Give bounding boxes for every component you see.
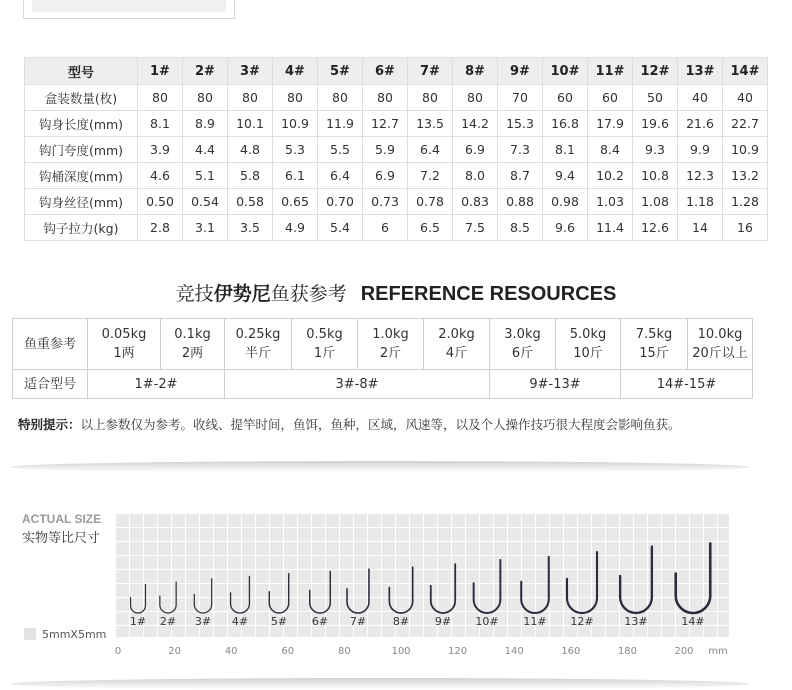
spec-cell: 80	[273, 85, 318, 111]
spec-row-label: 钩桶深度(mm)	[25, 163, 138, 189]
spec-cell: 10.2	[588, 163, 633, 189]
spec-column-header: 9#	[498, 58, 543, 85]
spec-cell: 40	[678, 85, 723, 111]
spec-cell: 5.1	[183, 163, 228, 189]
spec-cell: 80	[408, 85, 453, 111]
spec-cell: 1.18	[678, 189, 723, 215]
spec-row-label: 钩身丝径(mm)	[25, 189, 138, 215]
spec-cell: 9.3	[633, 137, 678, 163]
spec-cell: 7.2	[408, 163, 453, 189]
reference-title-brand: 伊势尼	[213, 283, 271, 305]
spec-column-header: 1#	[138, 58, 183, 85]
spec-cell: 80	[318, 85, 363, 111]
spec-cell: 15.3	[498, 111, 543, 137]
spec-row-label: 钩子拉力(kg)	[25, 215, 138, 241]
tip-label: 特别提示：	[18, 417, 81, 432]
spec-cell: 21.6	[678, 111, 723, 137]
weight-kg: 3.0kg	[504, 327, 541, 342]
spec-cell: 0.70	[318, 189, 363, 215]
hook-size-label: 14#	[681, 615, 705, 628]
weight-jin: 10斤	[573, 346, 603, 361]
weight-label: 鱼重参考	[13, 319, 88, 370]
weight-kg: 0.25kg	[235, 327, 281, 342]
weight-jin: 1斤	[313, 346, 336, 361]
reference-title-en: REFERENCE RESOURCES	[360, 283, 617, 305]
weight-jin: 4斤	[445, 346, 468, 361]
hook-size-label: 8#	[392, 615, 410, 628]
axis-tick-label: 200	[674, 646, 694, 657]
spec-cell: 6.9	[453, 137, 498, 163]
weight-kg: 0.05kg	[101, 327, 147, 342]
weight-kg: 1.0kg	[372, 327, 409, 342]
spec-cell: 80	[183, 85, 228, 111]
spec-cell: 3.5	[228, 215, 273, 241]
axis-tick-label: 60	[281, 646, 295, 657]
axis-tick-label: 160	[561, 646, 581, 657]
spec-cell: 13.2	[723, 163, 768, 189]
model-label: 适合型号	[13, 370, 88, 399]
spec-cell: 0.83	[453, 189, 498, 215]
axis-tick-label: 100	[391, 646, 411, 657]
spec-cell: 5.5	[318, 137, 363, 163]
hook-icon	[160, 582, 176, 613]
weight-jin: 2两	[181, 346, 204, 361]
spec-cell: 12.3	[678, 163, 723, 189]
spec-cell: 16.8	[543, 111, 588, 137]
spec-cell: 9.4	[543, 163, 588, 189]
spec-cell: 12.7	[363, 111, 408, 137]
hook-size-label: 9#	[434, 615, 452, 628]
actual-size-title-en: ACTUAL SIZE	[22, 512, 102, 526]
spec-cell: 0.98	[543, 189, 588, 215]
spec-column-header: 5#	[318, 58, 363, 85]
model-cell: 3#-8#	[225, 370, 490, 399]
spec-column-header: 12#	[633, 58, 678, 85]
hook-size-label: 11#	[523, 615, 547, 628]
reference-title-suffix: 鱼获参考	[270, 283, 347, 305]
spec-cell: 8.7	[498, 163, 543, 189]
axis-tick-label: 120	[448, 646, 468, 657]
spec-row-label: 钩身长度(mm)	[25, 111, 138, 137]
spec-cell: 11.4	[588, 215, 633, 241]
spec-column-header: 13#	[678, 58, 723, 85]
spec-cell: 11.9	[318, 111, 363, 137]
hook-size-label: 13#	[624, 615, 648, 628]
spec-cell: 8.1	[138, 111, 183, 137]
spec-cell: 19.6	[633, 111, 678, 137]
spec-cell: 10.1	[228, 111, 273, 137]
spec-cell: 5.9	[363, 137, 408, 163]
axis-tick-label: 80	[338, 646, 351, 657]
weight-kg: 10.0kg	[697, 327, 743, 342]
hook-size-label: 5#	[270, 615, 288, 628]
weight-jin: 20斤以上	[692, 346, 748, 361]
spec-cell: 3.9	[138, 137, 183, 163]
hook-size-label: 6#	[311, 615, 329, 628]
spec-cell: 22.7	[723, 111, 768, 137]
spec-cell: 80	[228, 85, 273, 111]
hook-size-label: 12#	[570, 615, 594, 628]
hook-icon	[269, 574, 288, 613]
spec-cell: 0.58	[228, 189, 273, 215]
weight-jin: 2斤	[379, 346, 402, 361]
spec-cell: 10.8	[633, 163, 678, 189]
axis-tick-label: 40	[224, 646, 238, 657]
spec-cell: 0.54	[183, 189, 228, 215]
spec-cell: 4.4	[183, 137, 228, 163]
weight-jin: 15斤	[639, 346, 669, 361]
spec-cell: 4.6	[138, 163, 183, 189]
weight-kg: 0.5kg	[306, 327, 343, 342]
spec-header-label: 型号	[25, 58, 138, 85]
hook-icon	[194, 579, 211, 613]
hook-icon	[310, 571, 331, 613]
spec-cell: 10.9	[273, 111, 318, 137]
spec-cell: 6.1	[273, 163, 318, 189]
spec-cell: 7.5	[453, 215, 498, 241]
spec-cell: 0.65	[273, 189, 318, 215]
spec-column-header: 6#	[363, 58, 408, 85]
spec-cell: 1.03	[588, 189, 633, 215]
hook-icon	[567, 552, 597, 613]
spec-cell: 8.9	[183, 111, 228, 137]
spec-column-header: 14#	[723, 58, 768, 85]
spec-cell: 0.88	[498, 189, 543, 215]
hook-icon	[231, 576, 250, 613]
spec-cell: 6.5	[408, 215, 453, 241]
model-cell: 1#-2#	[88, 370, 225, 399]
hook-icon	[431, 564, 455, 613]
spec-cell: 2.8	[138, 215, 183, 241]
spec-cell: 0.50	[138, 189, 183, 215]
spec-cell: 17.9	[588, 111, 633, 137]
spec-cell: 16	[723, 215, 768, 241]
spec-cell: 60	[543, 85, 588, 111]
spec-row-label: 盒装数量(枚)	[25, 85, 138, 111]
spec-cell: 80	[453, 85, 498, 111]
spec-cell: 10.9	[723, 137, 768, 163]
spec-cell: 60	[588, 85, 633, 111]
spec-cell: 6.9	[363, 163, 408, 189]
hook-size-label: 4#	[231, 615, 249, 628]
spec-cell: 9.9	[678, 137, 723, 163]
spec-cell: 3.1	[183, 215, 228, 241]
weight-jin: 半斤	[244, 346, 271, 361]
model-cell: 9#-13#	[490, 370, 621, 399]
hook-size-label: 1#	[129, 615, 147, 628]
hook-icon	[521, 557, 549, 613]
spec-cell: 14.2	[453, 111, 498, 137]
spec-cell: 6	[363, 215, 408, 241]
hook-size-label: 3#	[194, 615, 212, 628]
spec-column-header: 10#	[543, 58, 588, 85]
spec-cell: 8.1	[543, 137, 588, 163]
hook-icon	[347, 569, 369, 613]
reference-title-prefix: 竞技	[175, 283, 214, 305]
divider-shadow-bottom	[10, 678, 750, 690]
legend-text: 5mmX5mm	[42, 628, 107, 641]
tip-text: 以上参数仅为参考。收线、提竿时间，鱼饵，鱼种，区域，风速等，以及个人操作技巧很大程度会影响鱼获。	[80, 417, 681, 432]
spec-cell: 5.3	[273, 137, 318, 163]
spec-cell: 6.4	[408, 137, 453, 163]
weight-kg: 0.1kg	[174, 327, 211, 342]
weight-jin: 1两	[113, 346, 135, 361]
spec-column-header: 4#	[273, 58, 318, 85]
spec-cell: 40	[723, 85, 768, 111]
axis-tick-label: 180	[617, 646, 637, 657]
spec-column-header: 2#	[183, 58, 228, 85]
spec-cell: 9.6	[543, 215, 588, 241]
spec-cell: 4.8	[228, 137, 273, 163]
spec-cell: 8.5	[498, 215, 543, 241]
spec-column-header: 3#	[228, 58, 273, 85]
spec-cell: 5.4	[318, 215, 363, 241]
actual-size-title-zh: 实物等比尺寸	[22, 531, 101, 546]
hook-icon	[676, 543, 711, 613]
weight-kg: 2.0kg	[438, 327, 475, 342]
hook-icon	[131, 584, 146, 613]
spec-cell: 1.28	[723, 189, 768, 215]
hook-size-label: 7#	[349, 615, 367, 628]
hook-icon	[620, 547, 652, 613]
spec-cell: 8.0	[453, 163, 498, 189]
hook-size-label: 2#	[159, 615, 177, 628]
weight-kg: 7.5kg	[635, 327, 673, 342]
weight-kg: 5.0kg	[569, 327, 607, 342]
model-cell: 14#-15#	[621, 370, 753, 399]
axis-tick-label: 140	[504, 646, 524, 657]
spec-cell: 80	[138, 85, 183, 111]
spec-cell: 0.73	[363, 189, 408, 215]
spec-column-header: 8#	[453, 58, 498, 85]
weight-jin: 6斤	[511, 346, 534, 361]
spec-cell: 7.3	[498, 137, 543, 163]
spec-cell: 12.6	[633, 215, 678, 241]
spec-cell: 14	[678, 215, 723, 241]
spec-cell: 8.4	[588, 137, 633, 163]
axis-tick-label: 0	[114, 646, 122, 657]
spec-cell: 5.8	[228, 163, 273, 189]
spec-column-header: 7#	[408, 58, 453, 85]
spec-cell: 70	[498, 85, 543, 111]
spec-row-label: 钩门夸度(mm)	[25, 137, 138, 163]
hook-icon	[389, 567, 412, 613]
hook-size-label: 10#	[475, 615, 499, 628]
spec-cell: 1.08	[633, 189, 678, 215]
axis-tick-label: 20	[168, 646, 181, 657]
spec-cell: 6.4	[318, 163, 363, 189]
spec-cell: 50	[633, 85, 678, 111]
spec-cell: 13.5	[408, 111, 453, 137]
spec-cell: 80	[363, 85, 408, 111]
spec-cell: 4.9	[273, 215, 318, 241]
hook-icon	[474, 560, 501, 613]
spec-cell: 0.78	[408, 189, 453, 215]
spec-column-header: 11#	[588, 58, 633, 85]
axis-unit-label: mm	[708, 646, 728, 657]
